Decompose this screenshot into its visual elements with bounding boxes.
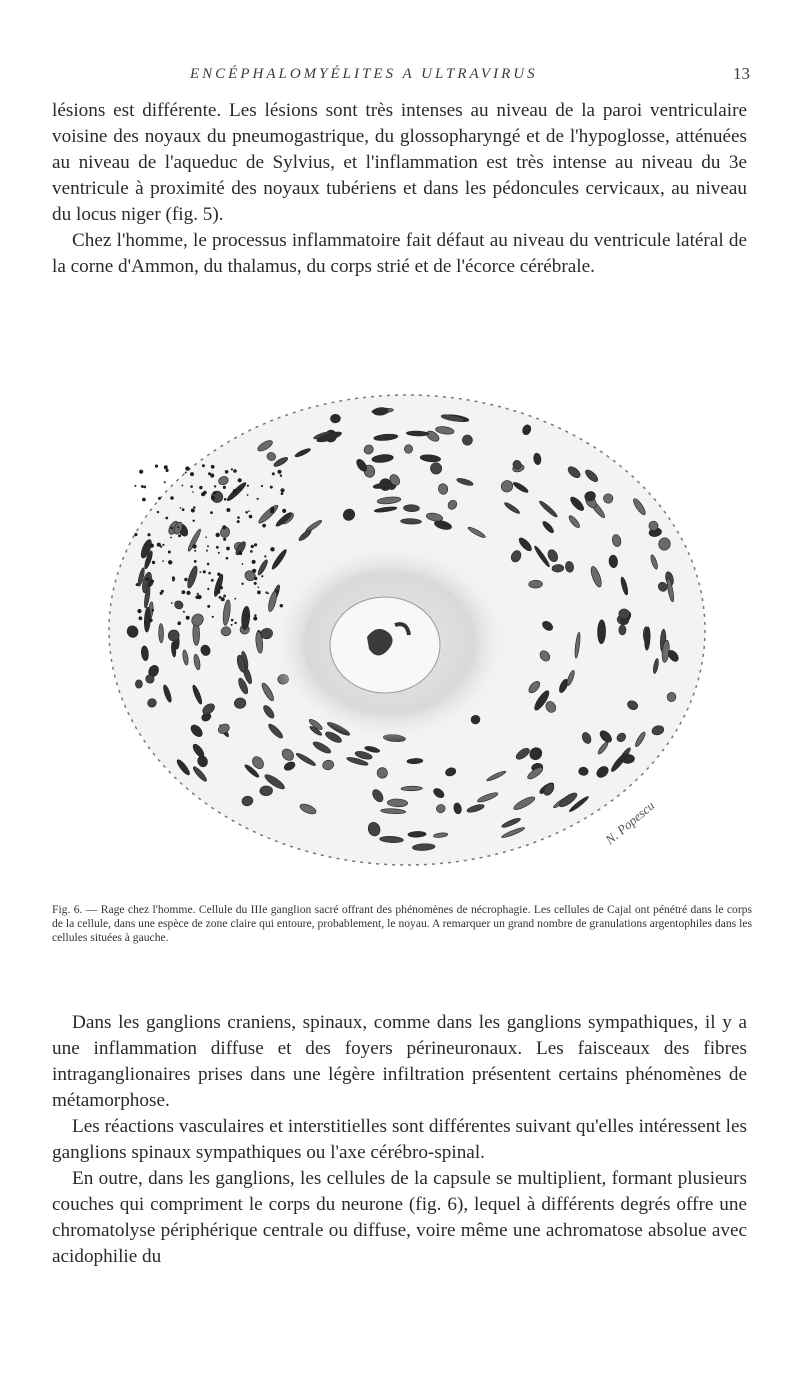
granule [157, 543, 161, 547]
granule [264, 555, 266, 557]
granule [249, 515, 253, 519]
cajal-cell [400, 518, 421, 524]
granule [199, 571, 201, 573]
granule [143, 486, 146, 489]
granule [206, 550, 208, 552]
cajal-cell [597, 620, 605, 644]
granule [237, 520, 240, 523]
paragraph-chez-homme: Chez l'homme, le processus inflammatoire fait défaut au niveau du ventricule latéral de la corne d'Ammon, du thalamus, du corps strié et de l'écorce cérébrale. [52, 230, 747, 277]
granule [194, 550, 196, 552]
granule [211, 579, 214, 582]
granule [197, 593, 199, 595]
granule [261, 485, 263, 487]
granule [226, 557, 229, 560]
granule [150, 544, 154, 548]
granule [160, 592, 163, 595]
granule [147, 533, 150, 536]
running-title: ENCÉPHALOMYÉLITES A ULTRAVIRUS [190, 66, 538, 82]
granule [233, 469, 237, 473]
granule [223, 538, 226, 541]
granule [217, 573, 220, 576]
granule [231, 624, 233, 626]
granule [281, 492, 284, 495]
cajal-cell [408, 831, 426, 837]
granule [190, 472, 194, 476]
granule [277, 470, 281, 474]
granule [214, 485, 216, 487]
granule [247, 485, 249, 487]
granule [226, 508, 230, 512]
granule [207, 563, 210, 566]
granule [245, 511, 248, 514]
granule [177, 526, 179, 528]
granule [136, 583, 139, 586]
figure-6-illustration [95, 375, 720, 895]
granule [212, 616, 214, 618]
granule [250, 550, 253, 553]
paragraph-lesions: lésions est différente. Les lésions sont très intenses au niveau de la paroi ventriculaire voisine des noyaux du pneumogastrique, du glossopharyngé et de l'hypoglosse, atténuées au niveau de l'aqueduc de Sylvius, et l'inflammation est très intense au niveau du 3e ventricule à proximité des noyaux tubériens et dans les pédoncules cervicaux, au niveau du locus niger (fig. 5). [52, 100, 747, 225]
cajal-cell [221, 627, 231, 637]
granule [194, 560, 197, 563]
granule [182, 527, 184, 529]
granule [221, 597, 225, 601]
granule [185, 466, 189, 470]
granule [252, 560, 256, 564]
granule [139, 470, 143, 474]
granule [224, 498, 227, 501]
granule [180, 507, 182, 509]
granule [253, 617, 257, 621]
granule [247, 494, 249, 496]
granule [149, 619, 153, 623]
cajal-cell [401, 786, 422, 791]
granule [203, 570, 206, 573]
granule [185, 472, 187, 474]
granule [216, 533, 220, 537]
granule [222, 525, 226, 529]
bottom-text-block [52, 1010, 747, 1270]
granule [192, 544, 196, 548]
granule [248, 510, 250, 512]
granule [272, 472, 275, 475]
granule [165, 517, 168, 520]
granule [233, 489, 237, 493]
granule [258, 586, 260, 588]
granule [226, 547, 230, 551]
granule [208, 572, 211, 575]
granule [254, 543, 257, 546]
granule [164, 465, 168, 469]
cajal-cell [619, 625, 626, 635]
granule [162, 544, 164, 546]
granule [162, 560, 164, 562]
granule [141, 485, 144, 488]
granule [257, 591, 261, 595]
granule [149, 580, 153, 584]
granule [171, 602, 173, 604]
granule [276, 590, 279, 593]
granule [205, 536, 207, 538]
granule [211, 465, 215, 469]
granule [234, 622, 236, 624]
granule [262, 524, 266, 528]
granule [217, 590, 221, 594]
granule [139, 616, 143, 620]
cajal-cell [159, 623, 164, 642]
granule [270, 547, 274, 551]
granule [283, 490, 285, 492]
granule [164, 481, 166, 483]
granule [134, 533, 137, 536]
granule [219, 586, 223, 590]
granule [261, 575, 263, 577]
caption-text: Fig. 6. — Rage chez l'homme. Cellule du IIIe ganglion sacré offrant des phénomènes de nécrophagie. Les cellules de Cajal ont pénétré dans le corps de la cellule, dans une espèce de zone claire qui entoure, probablement, le noyau. A remarquer un grand nombre de granulations argentophiles dans les cellules situées à gauche. [52, 903, 752, 944]
granule [234, 598, 236, 600]
granule [282, 509, 286, 513]
granule [170, 537, 172, 539]
granule [186, 591, 190, 595]
ganglion-cell-drawing [95, 375, 720, 895]
granule [193, 520, 195, 522]
granule [182, 590, 186, 594]
granule [211, 496, 215, 500]
granule [168, 560, 172, 564]
granule [270, 486, 273, 489]
granule [223, 486, 226, 489]
granule [257, 498, 259, 500]
granule [239, 489, 241, 491]
granule [134, 485, 136, 487]
granule [177, 621, 181, 625]
granule [251, 545, 254, 548]
granule [191, 509, 195, 513]
granule [168, 551, 171, 554]
granule [213, 493, 215, 495]
paragraph-ganglions: Dans les ganglions craniens, spinaux, comme dans les ganglions sympathiques, il y a une inflammation diffuse et des foyers périneuronaux. Les faisceaux des fibres intraganglionaires prises dans une légère infiltration présentent certains phénomènes de métamorphose. [52, 1012, 747, 1111]
granule [254, 582, 257, 585]
granule [280, 475, 282, 477]
granule [280, 604, 283, 607]
granule [183, 611, 185, 613]
cajal-cell [529, 580, 543, 588]
granule [270, 509, 274, 513]
granule [267, 593, 269, 595]
granule [170, 496, 174, 500]
granule [239, 552, 242, 555]
granule [231, 619, 234, 622]
granule [203, 491, 207, 495]
granule [152, 609, 155, 612]
granule [247, 615, 250, 618]
granule [242, 563, 244, 565]
granule [225, 470, 229, 474]
granule [170, 527, 173, 530]
granule [210, 473, 214, 477]
granule [197, 595, 201, 599]
granule [237, 516, 240, 519]
granule [241, 583, 243, 585]
granule [157, 511, 159, 513]
granule [252, 569, 256, 573]
granule [155, 465, 158, 468]
granule [207, 588, 209, 590]
cajal-cell [135, 680, 142, 689]
granule [238, 478, 242, 482]
granule [254, 577, 257, 580]
granule [190, 485, 193, 488]
granule [178, 534, 181, 537]
granule [223, 595, 226, 598]
top-text-block [52, 98, 747, 280]
granule [216, 546, 219, 549]
granule [231, 468, 233, 470]
granule [254, 614, 256, 616]
granule [181, 485, 183, 487]
granule [182, 508, 185, 511]
granule [142, 498, 146, 502]
paragraph-reactions: Les réactions vasculaires et interstitielles sont différentes suivant qu'elles intéressent les ganglions spinaux sympathiques ou l'axe cérébro-spinal. [52, 1116, 747, 1163]
running-head [60, 64, 750, 88]
granule [202, 464, 205, 467]
granule [158, 497, 161, 500]
granule [152, 561, 155, 564]
granule [210, 511, 213, 514]
granule [207, 605, 210, 608]
granule [218, 552, 220, 554]
granule [184, 578, 187, 581]
granule [146, 577, 150, 581]
granule [186, 616, 190, 620]
granule [193, 506, 195, 508]
page-number: 13 [733, 64, 750, 83]
figure-signature: N. Popescu [602, 797, 658, 848]
granule [144, 622, 146, 624]
granule [207, 545, 209, 547]
granule [137, 609, 141, 613]
granule [276, 565, 278, 567]
figure-caption [52, 903, 752, 945]
granule [166, 469, 169, 472]
granule [199, 486, 202, 489]
paragraph-en-outre: En outre, dans les ganglions, les cellules de la capsule se multiplient, formant plusieurs couches qui compriment le corps du neurone (fig. 6), lequel à différents degrés offre une chromatolyse périphérique centrale ou diffuse, voire même une achromatose absolue avec acidophilie du [52, 1168, 747, 1267]
granule [192, 491, 194, 493]
granule [172, 579, 175, 582]
